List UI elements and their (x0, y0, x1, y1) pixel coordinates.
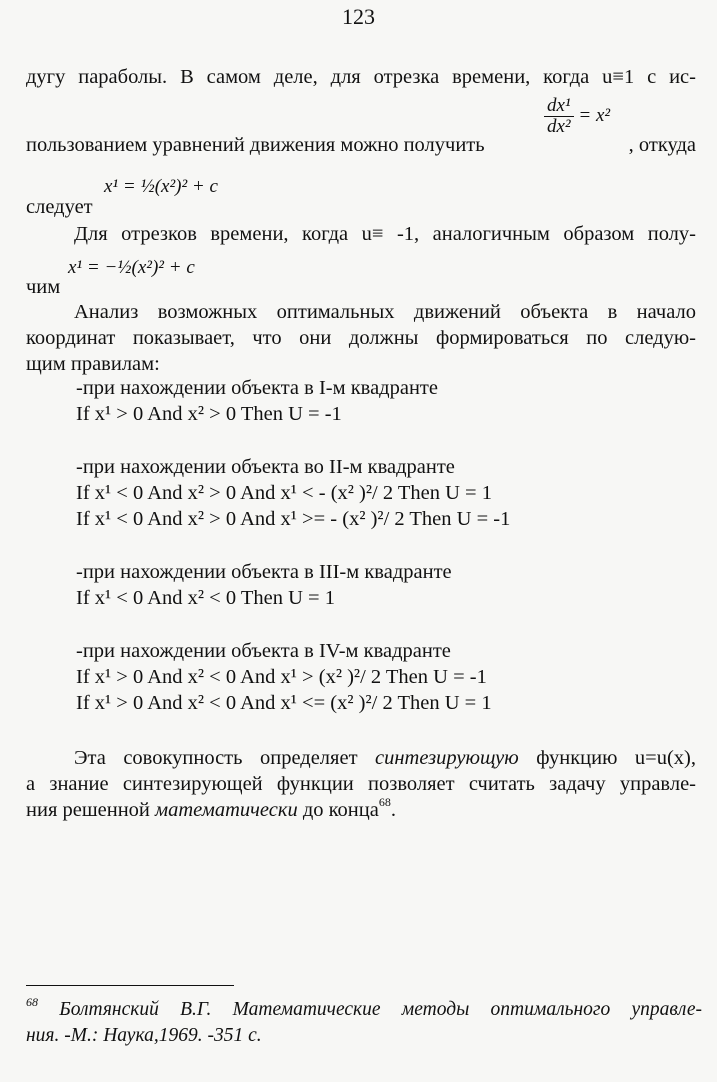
eq-numerator: dx¹ (544, 96, 574, 117)
footnote-line-1-text: Болтянский В.Г. Математические методы оптимального управле- (38, 999, 702, 1020)
emphasis-synthesizing: синтезирующую (375, 747, 519, 769)
paragraph-4-line-1-b: функцию u=u(x), (518, 747, 696, 769)
rule-q1-line-1: If x¹ > 0 And x² > 0 Then U = -1 (76, 403, 342, 425)
paragraph-4-line-2: а знание синтезирующей функции позволяет считать задачу управле- (26, 773, 696, 795)
rule-q4-line-2: If x¹ > 0 And x² < 0 And x¹ <= (x² )²/ 2 Then U = 1 (76, 692, 492, 714)
paragraph-4-line-1 (26, 745, 696, 771)
equation-x1-minus: x¹ = −½(x²)² + c (68, 257, 195, 278)
paragraph-4-line-3: ния решенной математически до конца$^{68}$. (26, 795, 396, 821)
footnote-line-1 (26, 994, 702, 1023)
page-number: 123 (342, 4, 375, 29)
rule-q2-line-2: If x¹ < 0 And x² > 0 And x¹ >= - (x² )²/ 2 Then U = -1 (76, 508, 511, 530)
paragraph-1-line-2-text: пользованием уравнений движения можно получить (26, 134, 485, 156)
paragraph-1-line-2-after: , откуда (628, 134, 696, 156)
rule-q4-line-1: If x¹ > 0 And x² < 0 And x¹ > (x² )²/ 2 Then U = -1 (76, 666, 487, 688)
paragraph-4-line-3-a: ния решенной (26, 799, 156, 821)
paragraph-1-line-3: следует (26, 196, 93, 218)
rule-heading-q2: -при нахождении объекта во II-м квадранте (76, 456, 455, 478)
footnote (26, 994, 702, 1049)
eq-rhs: = x² (578, 104, 611, 126)
equation-derivative (544, 96, 610, 137)
emphasis-mathematically: математически (155, 799, 298, 821)
paragraph-4-line-1-a: Эта совокупность определяет (74, 747, 376, 769)
footnote-divider (26, 985, 234, 986)
rule-q3-line-1: If x¹ < 0 And x² < 0 Then U = 1 (76, 587, 335, 609)
paragraph-3-line-3: щим правилам: (26, 353, 160, 375)
paragraph-2-line-1: Для отрезков времени, когда u≡ -1, аналогичным образом полу- (74, 223, 696, 245)
paragraph-4-line-3-b: до конца (297, 799, 379, 821)
paragraph-3-line-1: Анализ возможных оптимальных движений объекта в начало (74, 301, 696, 323)
rule-heading-q4: -при нахождении объекта в IV-м квадранте (76, 640, 451, 662)
equation-x1-plus: x¹ = ½(x²)² + c (104, 176, 218, 197)
paragraph-1-line-2 (26, 132, 696, 158)
footnote-reference[interactable]: 68 (378, 795, 391, 810)
rule-q2-line-1: If x¹ < 0 And x² > 0 And x¹ < - (x² )²/ 2 Then U = 1 (76, 482, 492, 504)
paragraph-2-line-2: чим (26, 276, 61, 298)
footnote-mark: 68 (26, 994, 38, 1009)
rule-heading-q3: -при нахождении объекта в III-м квадранте (76, 561, 452, 583)
paragraph-3-line-2: координат показывает, что они должны формироваться по следую- (26, 327, 696, 349)
eq-denominator: dx² (547, 115, 571, 137)
paragraph-1-line-1: дугу параболы. В самом деле, для отрезка времени, когда u≡1 с ис- (26, 66, 696, 88)
footnote-line-2: ния. -М.: Наука,1969. -351 с. (26, 1025, 262, 1046)
rule-heading-q1: -при нахождении объекта в I-м квадранте (76, 377, 438, 399)
